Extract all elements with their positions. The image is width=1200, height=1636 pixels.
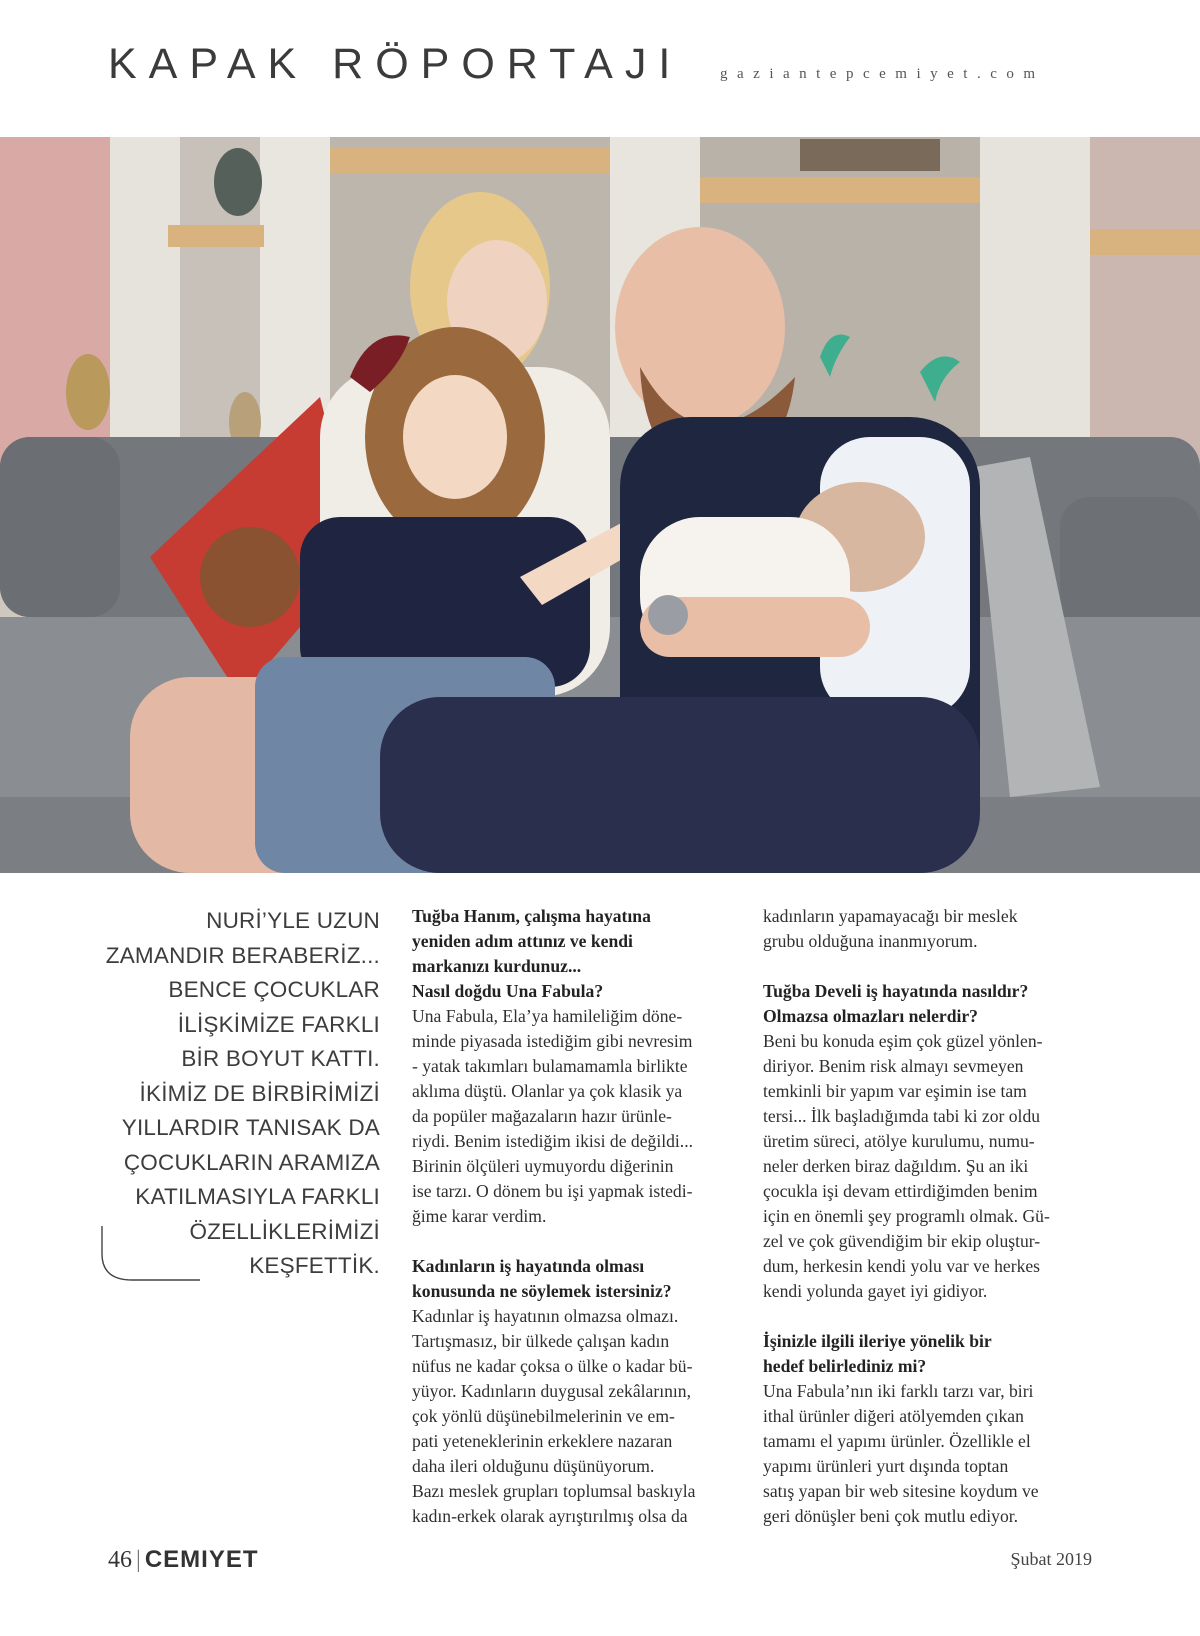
pull-quote-line: İKİMİZ DE BİRBİRİMİZİ [139, 1080, 380, 1106]
answer-line: ğime karar verdim. [412, 1206, 547, 1226]
answer-line: pati yeteneklerinin erkeklere nazaran [412, 1431, 673, 1451]
magazine-brand: CEMIYET [144, 1546, 259, 1573]
answer-line: nüfus ne kadar çoksa o ülke o kadar bü- [412, 1356, 693, 1376]
answer-line: zel ve çok güvendiğim bir ekip oluştur- [763, 1231, 1041, 1251]
cover-photo [0, 137, 1200, 873]
answer-line: Bazı meslek grupları toplumsal baskıyla [412, 1481, 696, 1501]
answer-line: daha ileri olduğunu düşünüyorum. [412, 1456, 655, 1476]
question-line: konusunda ne söylemek istersiniz? [412, 1281, 672, 1301]
answer-line: ise tarzı. O dönem bu işi yapmak istedi- [412, 1181, 693, 1201]
article-column-1 [412, 904, 742, 1529]
pull-quote-line: ÇOCUKLARIN ARAMIZA [123, 1149, 380, 1175]
answer-line: Una Fabula, Ela’ya hamileliğim döne- [412, 1006, 683, 1026]
answer-line: - yatak takımları bulamamamla birlikte [412, 1056, 688, 1076]
answer-line: dum, herkesin kendi yolu var ve herkes [763, 1256, 1041, 1276]
footer-page-info [108, 1546, 259, 1574]
answer-line: da popüler mağazaların hazır ürünle- [412, 1106, 672, 1126]
pull-quote-line: NURİ’YLE UZUN [206, 908, 380, 933]
answer-line: için en önemli şey programlı olmak. Gü- [763, 1206, 1050, 1226]
answer-line: kadınların yapamayacağı bir meslek [763, 906, 1018, 926]
article-column-2 [763, 904, 1093, 1529]
answer-line: tersi... İlk başladığımda tabi ki zor oldu [763, 1106, 1041, 1126]
paragraph-gap [412, 1229, 742, 1254]
pull-quote-line: İLİŞKİMİZE FARKLI [177, 1011, 380, 1037]
answer-line: grubu olduğuna inanmıyorum. [763, 931, 978, 951]
answer-line: Birinin ölçüleri uymuyordu diğerinin [412, 1156, 674, 1176]
answer-line: ithal ürünler diğeri atölyemden çıkan [763, 1406, 1024, 1426]
pull-quote-line: KATILMASIYLA FARKLI [135, 1184, 380, 1209]
question-line: İşinizle ilgili ileriye yönelik bir [763, 1331, 992, 1351]
question-line: Nasıl doğdu Una Fabula? [412, 981, 604, 1001]
answer-line: satış yapan bir web sitesine koydum ve [763, 1481, 1039, 1501]
footer-separator: | [136, 1547, 141, 1573]
answer-line: Beni bu konuda eşim çok güzel yönlen- [763, 1031, 1043, 1051]
answer-line: çocukla işi devam ettirdiğimden benim [763, 1181, 1038, 1201]
answer-line: temkinli bir yapım var eşimin ise tam [763, 1081, 1027, 1101]
answer-line: neler derken biraz dağıldım. Şu an iki [763, 1156, 1029, 1176]
question-line: yeniden adım attınız ve kendi [412, 931, 633, 951]
question-line: Tuğba Develi iş hayatında nasıldır? [763, 981, 1029, 1001]
pull-quote-line: BENCE ÇOCUKLAR [168, 977, 380, 1002]
answer-line: Una Fabula’nın iki farklı tarzı var, biri [763, 1381, 1034, 1401]
pull-quote-line: YILLARDIR TANISAK DA [121, 1115, 380, 1140]
answer-line: çok yönlü düşünebilmelerinin ve em- [412, 1406, 675, 1426]
answer-line: yapımı ürünleri yurt dışında toptan [763, 1456, 1009, 1476]
family-photo-illustration [0, 137, 1200, 873]
issue-date: Şubat 2019 [1010, 1549, 1092, 1569]
answer-line: minde piyasada istediğim gibi nevresim [412, 1031, 693, 1051]
answer-line: yüyor. Kadınların duygusal zekâlarının, [412, 1381, 691, 1401]
paragraph-gap [763, 1304, 1093, 1329]
question-line: Tuğba Hanım, çalışma hayatına [412, 906, 651, 926]
page-number: 46 [108, 1547, 132, 1573]
pull-quote-line: ZAMANDIR BERABERİZ... [105, 942, 380, 968]
question-line: Olmazsa olmazları nelerdir? [763, 1006, 978, 1026]
question-line: markanızı kurdunuz... [412, 956, 582, 976]
paragraph-gap [763, 954, 1093, 979]
answer-line: tamamı el yapımı ürünler. Özellikle el [763, 1431, 1031, 1451]
answer-line: kadın-erkek olarak ayrıştırılmış olsa da [412, 1506, 688, 1526]
answer-line: üretim süreci, atölye kurulumu, numu- [763, 1131, 1035, 1151]
pull-quote-line: KEŞFETTİK. [249, 1253, 380, 1278]
section-title: KAPAK RÖPORTAJI [108, 40, 683, 88]
pull-quote-line: ÖZELLİKLERİMİZİ [189, 1218, 380, 1244]
answer-line: aklıma düştü. Olanlar ya çok klasik ya [412, 1081, 683, 1101]
answer-line: kendi yolunda gayet iyi gidiyor. [763, 1281, 988, 1301]
site-url: gaziantepcemiyet.com [720, 66, 1045, 82]
answer-line: Tartışmasız, bir ülkede çalışan kadın [412, 1331, 670, 1351]
answer-line: geri dönüşler beni çok mutlu ediyor. [763, 1506, 1019, 1526]
answer-line: Kadınlar iş hayatının olmazsa olmazı. [412, 1306, 679, 1326]
pull-quote-line: BİR BOYUT KATTI. [181, 1046, 380, 1071]
answer-line: riydi. Benim istediğim ikisi de değildi... [412, 1131, 693, 1151]
answer-line: diriyor. Benim risk almayı sevmeyen [763, 1056, 1024, 1076]
question-line: hedef belirlediniz mi? [763, 1356, 927, 1376]
question-line: Kadınların iş hayatında olması [412, 1256, 645, 1276]
quote-decoration-line [100, 1226, 200, 1282]
